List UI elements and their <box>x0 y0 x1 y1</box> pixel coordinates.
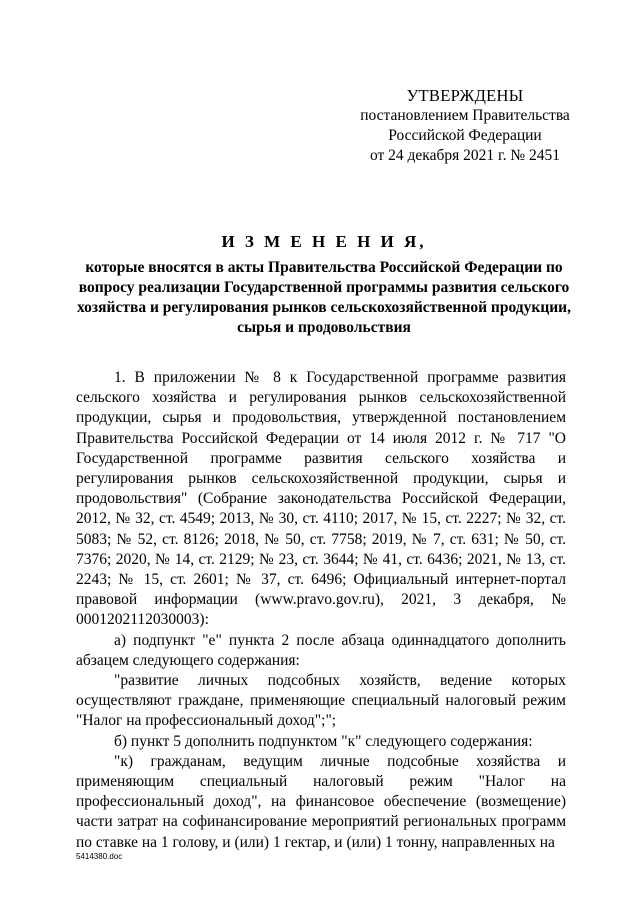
paragraph-3: "развитие личных подсобных хозяйств, ведение которых осуществляют граждане, применяющие специальный налоговый режим "Налог на профессиональный доход";"; <box>76 672 566 730</box>
document-heading: И З М Е Н Е Н И Я, <box>221 232 427 251</box>
document-body <box>76 368 566 853</box>
approval-line-2: Российской Федерации <box>388 127 542 144</box>
file-name-footer: 5414380.doc <box>76 852 123 861</box>
paragraph-5: "к) гражданам, ведущим личные подсобные хозяйства и применяющим специальный налоговый режим "Налог на профессиональный доход", на финансовое обеспечение (возмещение) части затрат на софинансирование мероприятий региональных программ по ставке на 1 голову, и (или) 1 гектар, и (или) 1 тонну, направленных на <box>76 752 566 851</box>
paragraph-2: а) подпункт "е" пункта 2 после абзаца одиннадцатого дополнить абзацем следующего содержания: <box>76 631 566 669</box>
document-subheading: которые вносятся в акты Правительства Российской Федерации по вопросу реализации Государственной программы развития сельского хозяйства и регулирования рынков сельскохозяйственной продукции, сырья и продовольствия <box>77 259 571 336</box>
approval-block <box>360 86 570 166</box>
approval-line-1: постановлением Правительства <box>360 107 570 124</box>
approval-line-3: от 24 декабря 2021 г. № 2451 <box>369 147 561 164</box>
approval-title: УТВЕРЖДЕНЫ <box>406 86 524 105</box>
paragraph-4: б) пункт 5 дополнить подпунктом "к" следующего содержания: <box>114 732 533 750</box>
paragraph-1: 1. В приложении № 8 к Государственной программе развития сельского хозяйства и регулирования рынков сельскохозяйственной продукции, сырья и продовольствия, утвержденной постановлением Правительства Российской Федерации от 14 июля 2012 г. № 717 "О Государственной программе развития сельского хозяйства и регулирования рынков сельскохозяйственной продукции, сырья и продовольствия" (Собрание законодательства Российской Федерации, 2012, № 32, ст. 4549; 2013, № 30, ст. 4110; 2017, № 15, ст. 2227; № 32, ст. 5083; № 52, ст. 8126; 2018, № 50, ст. 7758; 2019, № 7, ст. 631; № 50, ст. 7376; 2020, № 14, ст. 2129; № 23, ст. 3644; № 41, ст. 6436; 2021, № 13, ст. 2243; № 15, ст. 2601; № 37, ст. 6496; Официальный интернет-портал правовой информации (www.pravo.gov.ru), 2021, 3 декабря, № 0001202112030003): <box>76 369 566 629</box>
